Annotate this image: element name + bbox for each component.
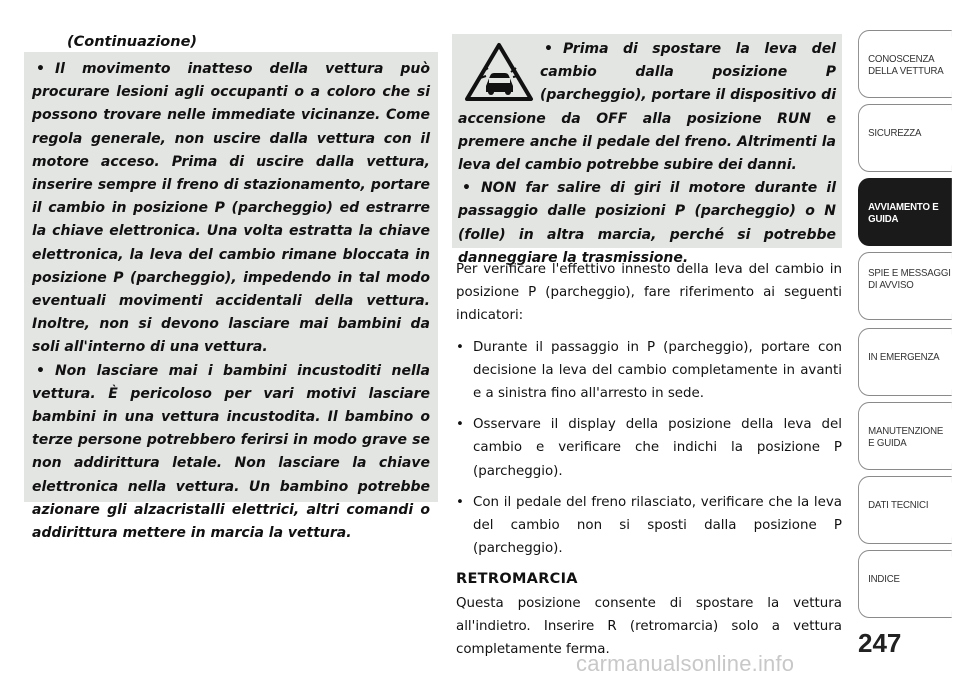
bullet: • [462,180,471,197]
warning-box-left [24,52,438,542]
list-item: • Con il pedale del freno rilasciato, verificare che la leva del cambio non si sposti dalla posizione P (parcheggio). [456,494,842,557]
tab-avviamento-e-guida[interactable]: AVVIAMENTO E GUIDA [858,178,952,246]
warning-box-right [452,34,842,266]
warning-right-paragraph-1: • Prima di spostare la leva del cambio dalla posizione P (parcheggio), portare il dispositivo di accensione da OFF alla posizione RUN e premere anche il pedale del freno. Altrimenti la leva del cambio potrebbe subire dei danni. [458,41,836,174]
list-item: • Durante il passaggio in P (parcheggio), portare con decisione la leva del cambio completamente in avanti e a sinistra fino all'arresto in sede. [456,339,842,402]
list-item: • Osservare il display della posizione della leva del cambio e verificare che indichi la posizione P (parcheggio). [456,417,842,479]
tab-manutenzione-e-guida[interactable]: MANUTENZIONE E GUIDA [858,402,952,470]
bullet: • [36,61,45,77]
tab-sicurezza[interactable]: SICUREZZA [858,104,952,172]
tab-indice[interactable]: INDICE [858,550,952,618]
watermark: carmanualsonline.info [576,651,795,676]
bullet: • [544,41,553,57]
warning-triangle-car-icon [464,42,534,102]
tab-dati-tecnici[interactable]: DATI TECNICI [858,476,952,544]
tab-in-emergenza[interactable]: IN EMERGENZA [858,328,952,396]
continuation-label: (Continuazione) [67,34,198,50]
bullet: • [36,362,45,379]
intro-paragraph: Per verificare l'effettivo innesto della leva del cambio in posizione P (parcheggio), fare riferimento ai seguenti indicatori: [456,262,842,324]
tab-conoscenza-della-vettura[interactable]: CONOSCENZA DELLA VETTURA [858,30,952,98]
warning-left-paragraph-2: • Non lasciare mai i bambini incustoditi nella vettura. È pericoloso per vari motivi lasciare bambini in una vettura incustodita. Il bambino o terze persone potrebbero ferirsi in modo grave se non addirittura letale. Non lasciare la chiave elettronica nella vettura. Un bambino potrebbe azionare gli alzacristalli elettrici, altri comandi o addirittura mettere in marcia la vettura. [32,362,430,542]
tab-spie-e-messaggi[interactable]: SPIE E MESSAGGI DI AVVISO [858,252,952,320]
warning-right-paragraph-2: • NON far salire di giri il motore durante il passaggio dalle posizioni P (parcheggio) o N (folle) in altra marcia, perché si potrebbe danneggiare la trasmissione. [458,180,836,266]
indicator-list [456,336,842,561]
warning-left-paragraph-1: • Il movimento inatteso della vettura può procurare lesioni agli occupanti o a coloro che si possono trovare nelle immediate vicinanze. Come regola generale, non uscire dalla vettura con il motore acceso. Prima di uscire dalla vettura, inserire sempre il freno di stazionamento, portare il cambio in posizione P (parcheggio) ed estrarre la chiave elettronica. Una volta estratta la chiave elettronica, la leva del cambio rimane bloccata in posizione P (parcheggio), impedendo in tal modo eventuali movimenti accidentali della vettura. Inoltre, non si devono lasciare mai bambini da soli all'interno di una vettura. [32,61,430,356]
section-paragraph: Questa posizione consente di spostare la vettura all'indietro. Inserire R (retromarcia) solo a vettura completamente ferma. [456,595,842,658]
body-text-column [456,258,842,661]
page-number: 247 [858,628,902,658]
section-title: RETROMARCIA [456,571,578,588]
